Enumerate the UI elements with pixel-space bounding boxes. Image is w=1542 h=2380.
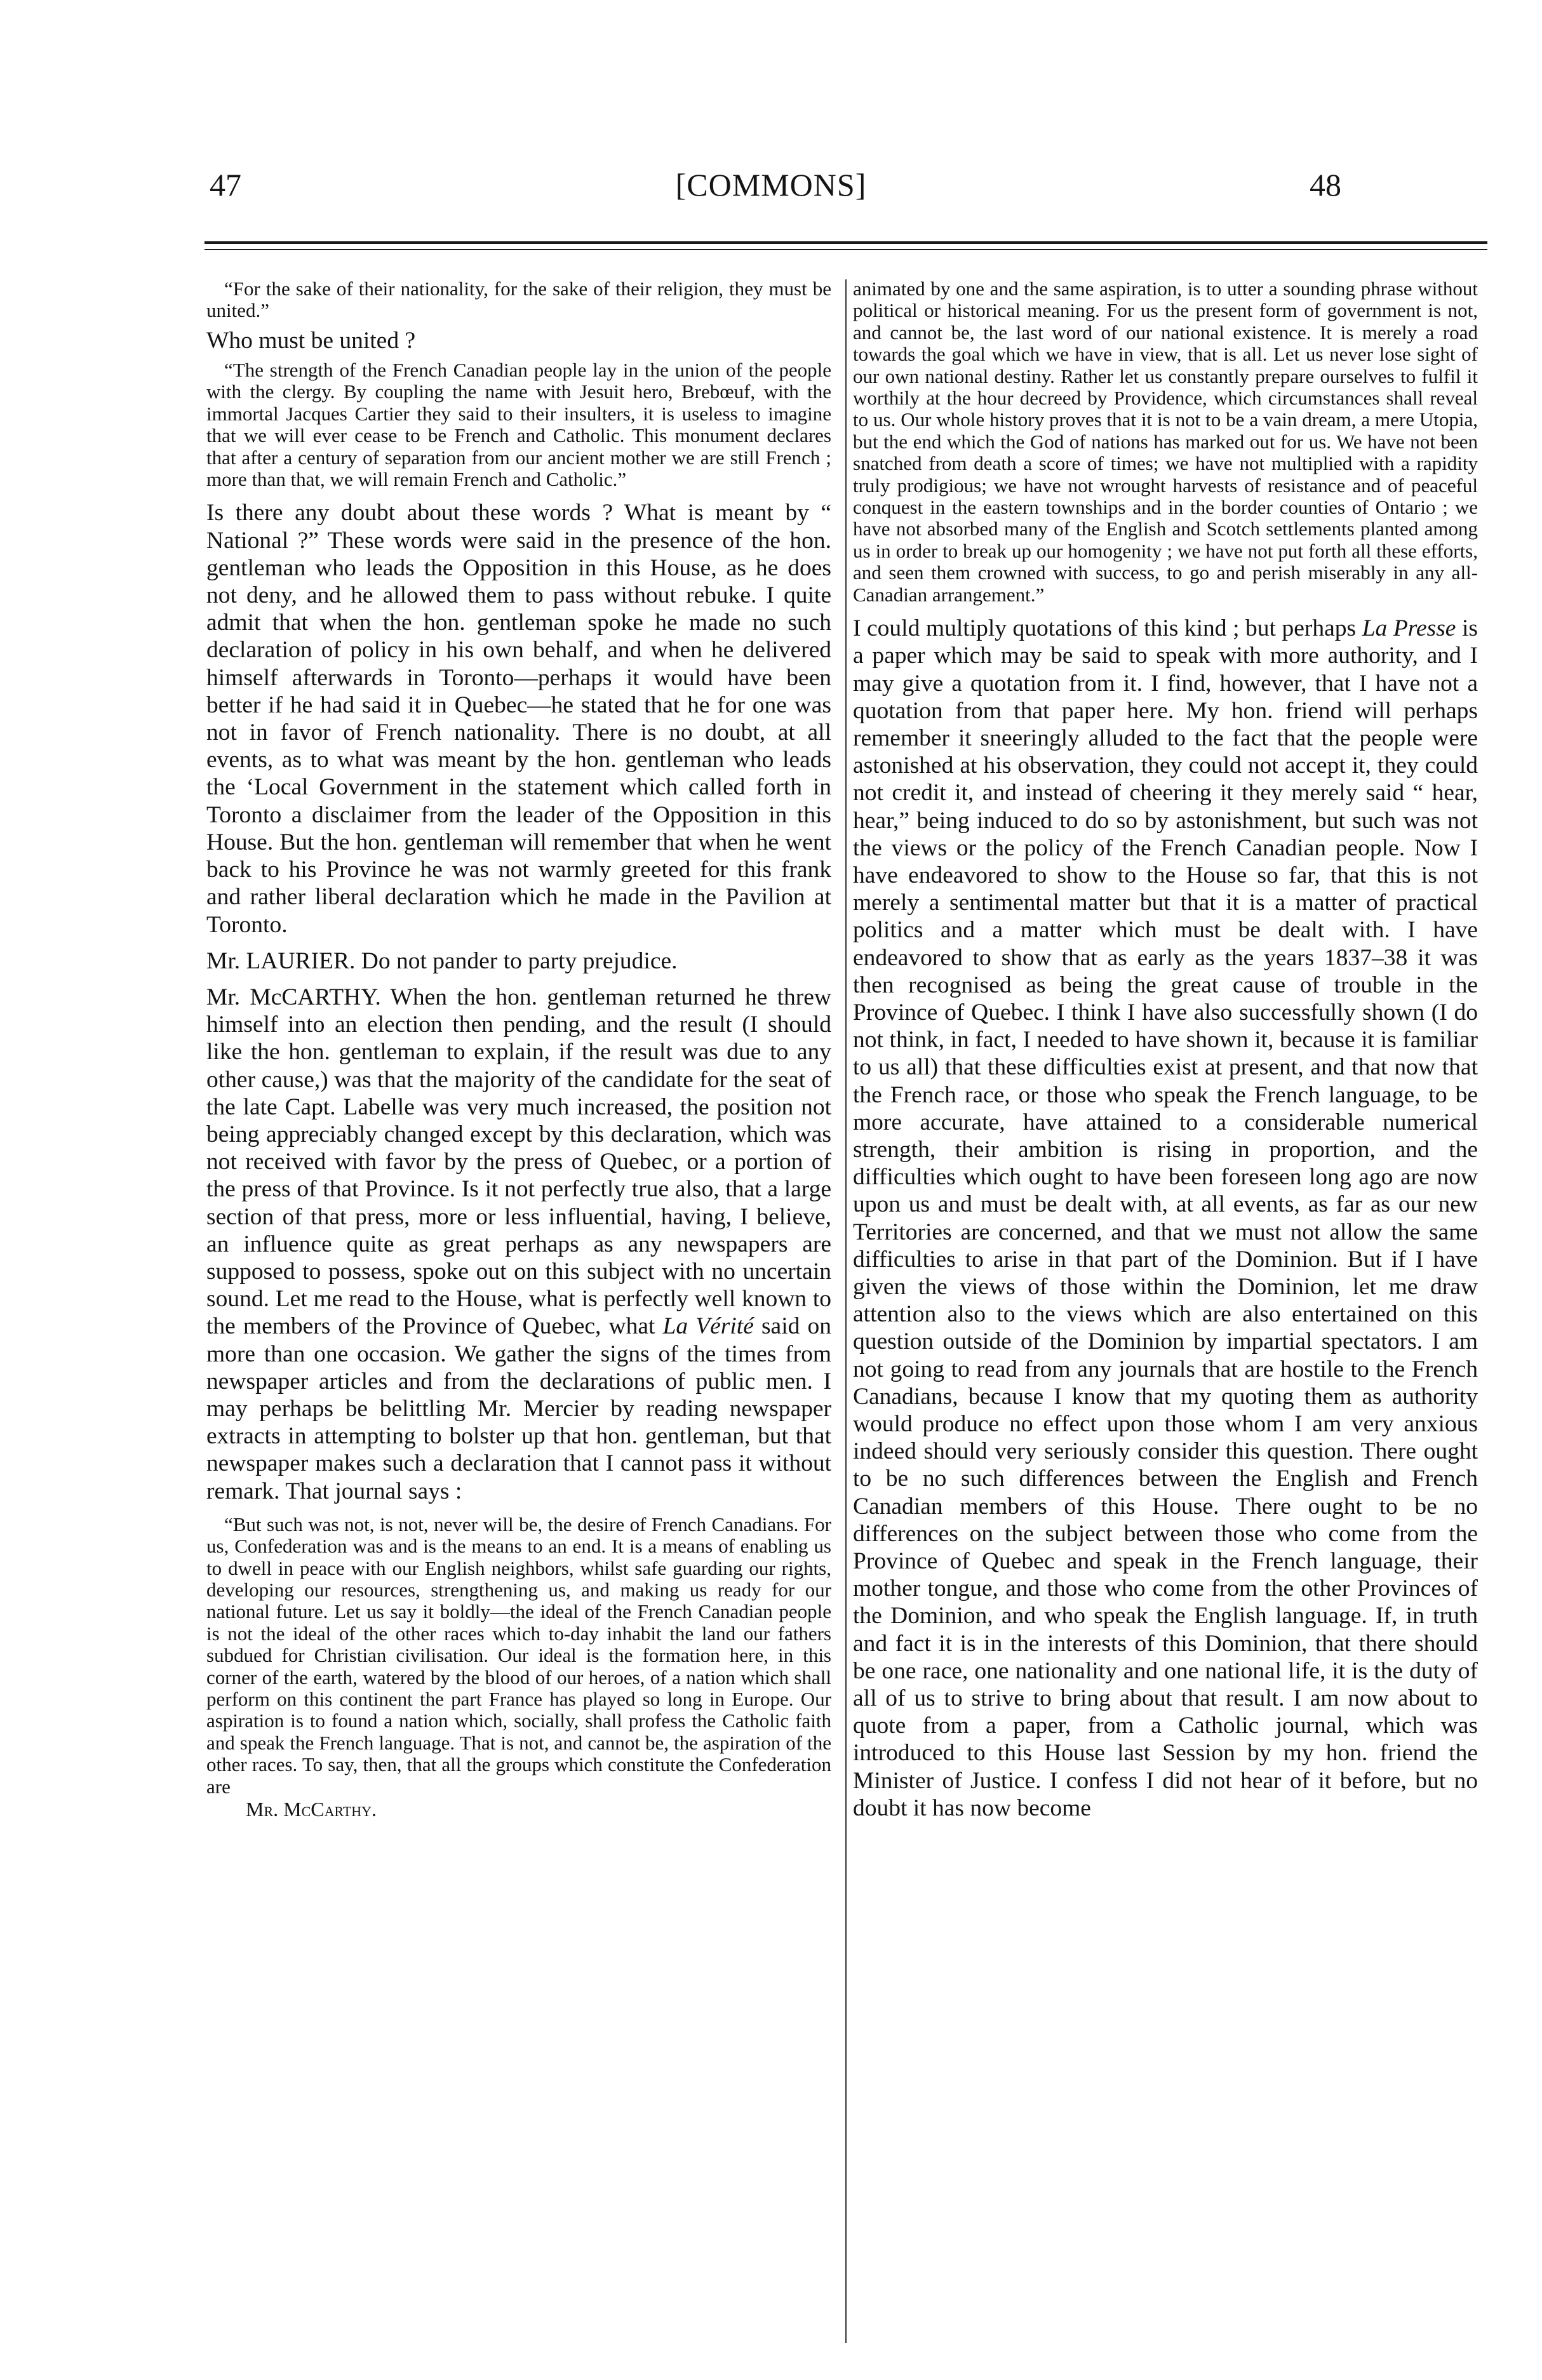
paragraph-la-presse <box>853 615 1478 1822</box>
speaker-footer: Mr. McCarthy. <box>246 1798 377 1821</box>
quote-nationality: “For the sake of their nationality, for the sake of their religion, they must be united.” <box>206 277 831 322</box>
paragraph-national: Is there any doubt about these words ? What is meant by “ National ?” These words were said in the presence of the hon. gentleman who leads the Opposition in this House, as he does not deny, and he allowed them to pass without rebuke. I quite admit that when the hon. gentleman spoke he made no such declaration of policy in his own behalf, and when he delivered himself afterwards in Toronto—perhaps it would have been better if he had said it in Quebec—he stated that he for one was not in favor of French nationality. There is no doubt, at all events, as to what was meant by the hon. gentleman who leads the ‘Local Government in the statement which called forth in Toronto a disclaimer from the leader of the Opposition in this House. But the hon. gentleman will remember that when he went back to his Province he was not warmly greeted for this frank and rather liberal declaration which he made in the Pavilion at Toronto. <box>206 500 831 938</box>
mccarthy-text-before: Mr. McCARTHY. When the hon. gentleman returned he threw himself into an election then pending, and the result (I should like the hon. gentleman to explain, if the result was due to any other cause,) was that the majority of the candidate for the seat of the late Capt. Labelle was very much increased, the position not being appreciably changed except by this declaration, which was not received with favor by the press of Quebec, or a portion of the press of that Province. Is it not perfectly true also, that a large section of that press, more or less influential, having, I believe, an influence quite as great perhaps as any newspapers are supposed to possess, spoke out on this subject with no uncertain sound. Let me read to the House, what is perfectly well known to the members of the Province of Quebec, what <box>206 984 831 1340</box>
left-column <box>206 278 831 1821</box>
la-verite-title: La Vérité <box>662 1313 754 1340</box>
page-number-left: 47 <box>210 167 241 203</box>
page-number-right: 48 <box>1310 167 1341 203</box>
quote-continuation: animated by one and the same aspiration, is to utter a sounding phrase without political or historical meaning. For us the present form of government is not, and cannot be, the last word of our national existence. It is merely a road towards the goal which we have in view, that is all. Let us never lose sight of our own national destiny. Rather let us constantly prepare ourselves to fulfil it worthily at the hour decreed by Providence, which circumstances shall reveal to us. Our whole history proves that it is not to be a vain dream, a mere Utopia, but the end which the God of nations has marked out for us. We have not been snatched from death a score of times; we have not multiplied with a rapidity truly prodigious; we have not wrought harvests of resistance and of peaceful conquest in the eastern townships and in the border counties of Ontario ; we have not absorbed many of the English and Scotch settlements planted among us in order to break up our homogenity ; we have not put forth all these efforts, and seen them crowned with success, to go and perish miserably in any all-Canadian arrangement.” <box>853 277 1478 606</box>
la-presse-title: La Presse <box>1362 615 1456 642</box>
header-rule-thin <box>204 249 1487 250</box>
presse-text-after: is a paper which may be said to speak with more authority, and I may give a quotation from it. I find, however, that I have not a quotation from that paper here. My hon. friend will perhaps remember it sneeringly alluded to the fact that the people were astonished at his observation, they could not accept it, they could not credit it, and instead of cheering it they merely said “ hear, hear,” being induced to do so by astonishment, but such was not the views or the policy of the French Canadian people. Now I have endeavored to show to the House so far, that this is not merely a sentimental matter but that it is a matter of practical politics and a matter which must be dealt with. I have endeavored to show that as early as the years 1837–38 it was then recognised as being the great cause of trouble in the Province of Quebec. I think I have also successfully shown (I do not think, in fact, I needed to have shown it, because it is familiar to us all) that these difficulties exist at present, and that now that the French race, or those who speak the French language, to be more accurate, have attained to a considerable numerical strength, their ambition is rising in proportion, and the difficulties which ought to have been foreseen long ago are now upon us and must be dealt with, at all events, as far as our new Territories are concerned, and that we must not allow the same difficulties to arise in that part of the Dominion. But if I have given the views of those within the Dominion, let me draw attention also to the views which are also entertained on this question outside of the Dominion by impartial spectators. I am not going to read from any journals that are hostile to the French Canadians, because I know that my quoting them as authority would produce no effect upon those whom I am very anxious indeed should very seriously consider this question. There ought to be no such differences between the English and French Canadian members of this House. There ought to be no differences on the subject between those who come from the Province of Quebec and speak in the French language, their mother tongue, and those who come from the other Provinces of the Dominion, and who speak the English language. If, in truth and fact it is in the interests of this Dominion, that there should be one race, one nationality and one national life, it is the duty of all of us to strive to bring about that result. I am now about to quote from a paper, from a Catholic journal, which was introduced to this House last Session by my hon. friend the Minister of Justice. I confess I did not hear of it before, but no doubt it has now become <box>853 615 1478 1821</box>
mccarthy-text-after: said on more than one occasion. We gather the signs of the times from newspaper articles and from the declarations of public men. I may perhaps be belittling Mr. Mercier by reading newspaper extracts in attempting to bolster up that hon. gentleman, but that newspaper makes such a declaration that I cannot pass it without remark. That journal says : <box>206 1313 831 1504</box>
paragraph-mccarthy <box>206 984 831 1505</box>
question-line: Who must be united ? <box>206 327 416 354</box>
header-rule-thick <box>204 241 1487 244</box>
paragraph-laurier: Mr. LAURIER. Do not pander to party prejudice. <box>206 947 678 974</box>
running-title: [COMMONS] <box>675 167 867 203</box>
column-divider <box>845 279 847 2343</box>
quote-french-strength: “The strength of the French Canadian people lay in the union of the people with the clergy. By coupling the name with Jesuit hero, Brebœuf, with the immortal Jacques Cartier they said to their insulters, it is useless to imagine that we will ever cease to be French and Catholic. This monument declares that after a century of separation from our ancient mother we are still French ; more than that, we will remain French and Catholic.” <box>206 359 831 491</box>
presse-text-before: I could multiply quotations of this kind ; but perhaps <box>853 615 1362 642</box>
quote-la-verite: “But such was not, is not, never will be, the desire of French Canadians. For us, Confederation was and is the means to an end. It is a means of enabling us to dwell in peace with our English neighbors, whilst safe guarding our rights, developing our resources, strengthening us, and making us ready for our national future. Let us say it boldly—the ideal of the French Canadian people is not the ideal of the other races which to-day inhabit the land our fathers subdued for Christian civilisation. Our ideal is the formation here, in this corner of the earth, watered by the blood of our heroes, of a nation which shall perform on this continent the part France has played so long in Europe. Our aspiration is to found a nation which, socially, shall profess the Catholic faith and speak the French language. That is not, and cannot be, the aspiration of the other races. To say, then, that all the groups which constitute the Confederation are <box>206 1513 831 1798</box>
page-header <box>0 166 1542 217</box>
right-column <box>853 278 1478 1822</box>
